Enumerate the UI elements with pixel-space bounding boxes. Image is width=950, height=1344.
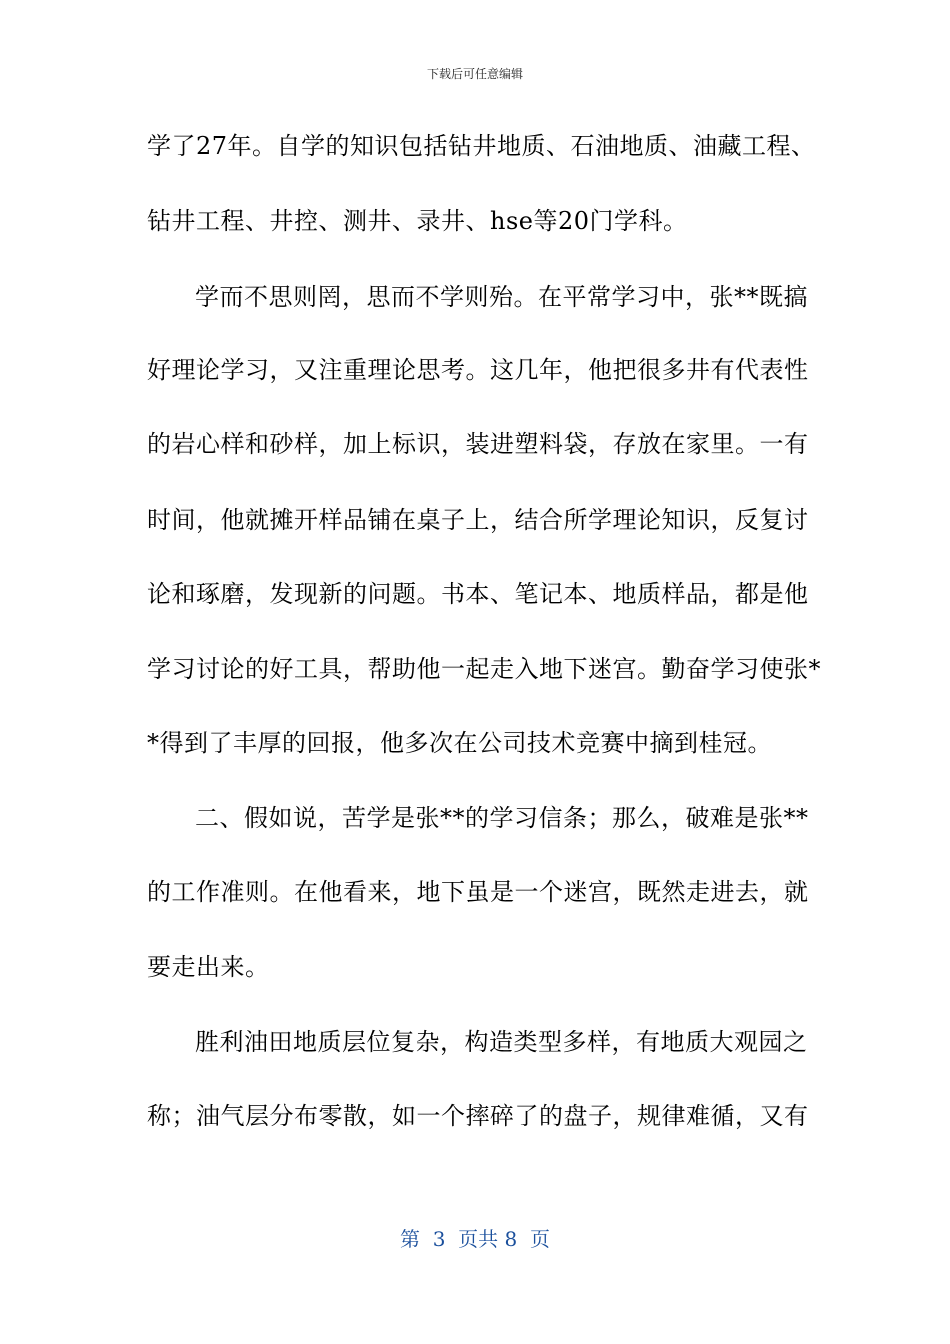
body-line-6: 时间，他就摊开样品铺在桌子上，结合所学理论知识，反复讨 [147,506,809,534]
body-line-5: 的岩心样和砂样，加上标识，装进塑料袋，存放在家里。一有 [147,430,809,458]
body-line-9: *得到了丰厚的回报，他多次在公司技术竞赛中摘到桂冠。 [147,729,772,757]
body-line-7: 论和琢磨，发现新的问题。书本、笔记本、地质样品，都是他 [147,580,809,608]
body-line-8: 学习讨论的好工具，帮助他一起走入地下迷宫。勤奋学习使张* [147,655,821,683]
body-line-3: 学而不思则罔，思而不学则殆。在平常学习中，张**既搞 [195,283,808,311]
body-line-13: 胜利油田地质层位复杂，构造类型多样，有地质大观园之 [195,1028,808,1056]
page-number-footer: 第 3 页共 8 页 [400,1227,550,1251]
body-line-1: 学了27年。自学的知识包括钻井地质、石油地质、油藏工程、 [147,132,816,160]
body-line-14: 称；油气层分布零散，如一个摔碎了的盘子，规律难循，又有 [147,1102,809,1130]
body-line-2: 钻井工程、井控、测井、录井、hse等20门学科。 [147,207,688,235]
body-line-4: 好理论学习，又注重理论思考。这几年，他把很多井有代表性 [147,356,809,384]
body-line-12: 要走出来。 [147,953,270,981]
page-header: 下载后可任意编辑 [426,67,523,81]
body-line-10: 二、假如说，苦学是张**的学习信条；那么，破难是张** [195,804,809,832]
body-line-11: 的工作准则。在他看来，地下虽是一个迷宫，既然走进去，就 [147,878,809,906]
